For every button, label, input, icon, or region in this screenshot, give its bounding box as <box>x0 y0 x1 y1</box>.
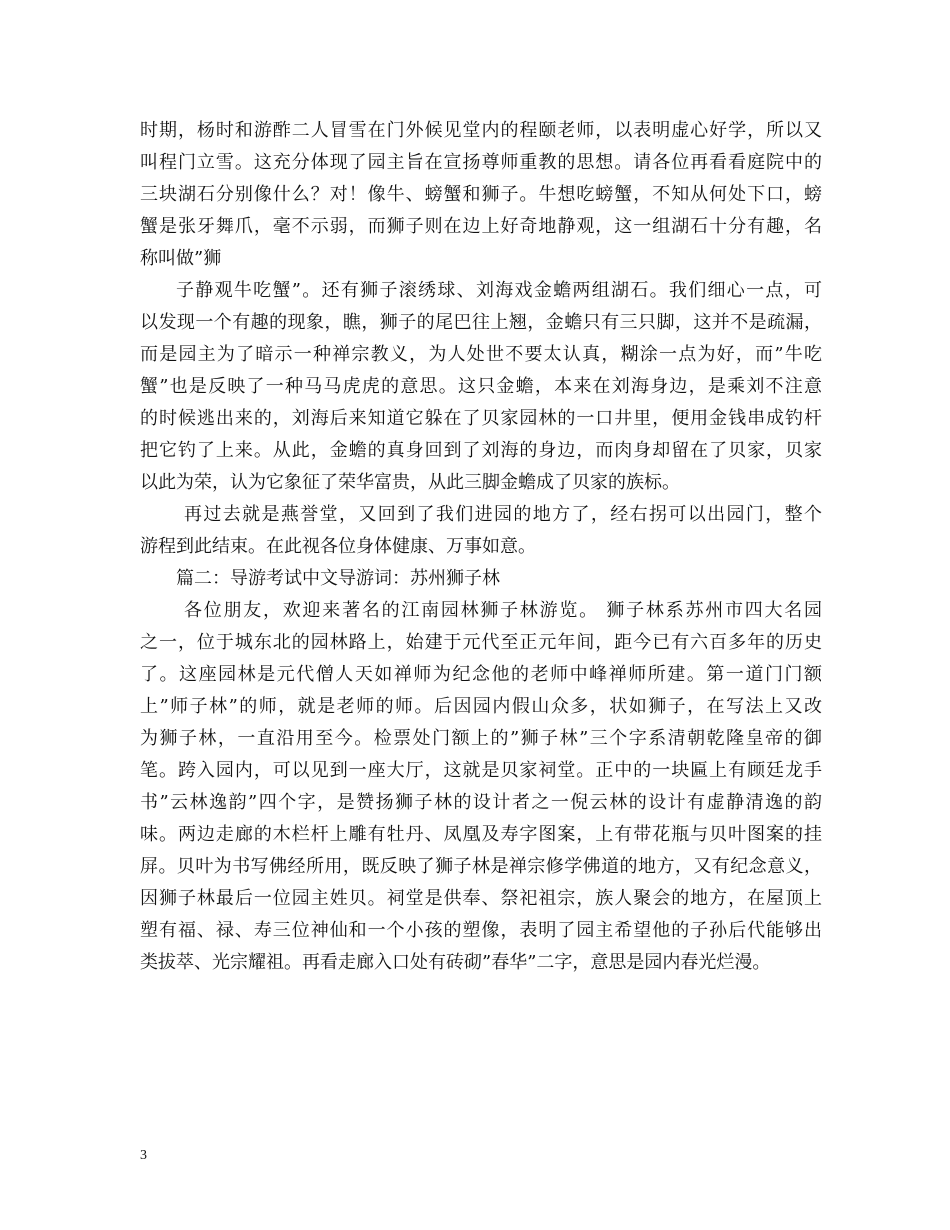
paragraph-start-line: 再过去就是燕誉堂，又回到了我们进园的地方了，经右拐可以出园门，整个 <box>184 504 822 525</box>
text-line: 塑有福、禄、寿三位神仙和一个小孩的塑像，表明了园主希望他的子孙后代能够出 <box>140 920 822 941</box>
text-line: 游程到此结束。在此视各位身体健康、万事如意。 <box>140 536 536 557</box>
text-line: 笔。跨入园内，可以见到一座大厅，这就是贝家祠堂。正中的一块匾上有顾廷龙手 <box>140 760 822 781</box>
text-line: 以发现一个有趣的现象，瞧，狮子的尾巴往上翘，金蟾只有三只脚，这并不是疏漏， <box>140 312 822 333</box>
text-line: 的时候逃出来的，刘海后来知道它躲在了贝家园林的一口井里，便用金钱串成钓杆 <box>140 408 822 429</box>
text-line: 之一，位于城东北的园林路上，始建于元代至正元年间，距今已有六百多年的历史 <box>140 632 822 653</box>
text-line: 了。这座园林是元代僧人天如禅师为纪念他的老师中峰禅师所建。第一道门门额 <box>140 664 822 685</box>
text-line: 因狮子林最后一位园主姓贝。祠堂是供奉、祭祀祖宗，族人聚会的地方，在屋顶上 <box>140 888 822 909</box>
text-line: 蟹”也是反映了一种马马虎虎的意思。这只金蟾，本来在刘海身边，是乘刘不注意 <box>140 376 822 397</box>
text-line: 为狮子林，一直沿用至今。检票处门额上的”狮子林”三个字系清朝乾隆皇帝的御 <box>140 728 822 749</box>
document-body-text <box>140 115 822 979</box>
text-line: 书”云林逸韵”四个字，是赞扬狮子林的设计者之一倪云林的设计有虚静清逸的韵 <box>140 792 822 813</box>
paragraph-start-line: 各位朋友，欢迎来著名的江南园林狮子林游览。 狮子林系苏州市四大名园 <box>184 600 822 621</box>
text-line: 屏。贝叶为书写佛经所用，既反映了狮子林是禅宗修学佛道的地方，又有纪念意义， <box>140 856 822 877</box>
section-heading: 篇二：导游考试中文导游词：苏州狮子林 <box>176 568 500 589</box>
paragraph-start-line: 子静观牛吃蟹”。还有狮子滚绣球、刘海戏金蟾两组湖石。我们细心一点，可 <box>176 280 822 301</box>
text-line: 而是园主为了暗示一种禅宗教义，为人处世不要太认真，糊涂一点为好，而”牛吃 <box>140 344 822 365</box>
text-line: 叫程门立雪。这充分体现了园主旨在宣扬尊师重教的思想。请各位再看看庭院中的 <box>140 152 822 173</box>
text-line: 以此为荣，认为它象征了荣华富贵，从此三脚金蟾成了贝家的族标。 <box>140 472 680 493</box>
text-line: 把它钓了上来。从此，金蟾的真身回到了刘海的身边，而肉身却留在了贝家，贝家 <box>140 440 822 461</box>
text-line: 称叫做”狮 <box>140 248 222 269</box>
text-line: 味。两边走廊的木栏杆上雕有牡丹、凤凰及寿字图案，上有带花瓶与贝叶图案的挂 <box>140 824 822 845</box>
text-line: 上”师子林”的师，就是老师的师。后因园内假山众多，状如狮子，在写法上又改 <box>140 696 822 717</box>
text-line: 类拔萃、光宗耀祖。再看走廊入口处有砖砌”春华”二字，意思是园内春光烂漫。 <box>140 952 771 973</box>
page-number: 3 <box>140 1148 147 1163</box>
text-line: 三块湖石分别像什么？对！像牛、螃蟹和狮子。牛想吃螃蟹，不知从何处下口，螃 <box>140 184 822 205</box>
text-line: 蟹是张牙舞爪，毫不示弱，而狮子则在边上好奇地静观，这一组湖石十分有趣，名 <box>140 216 822 237</box>
text-line: 时期，杨时和游酢二人冒雪在门外候见堂内的程颐老师，以表明虚心好学，所以又 <box>140 120 822 141</box>
